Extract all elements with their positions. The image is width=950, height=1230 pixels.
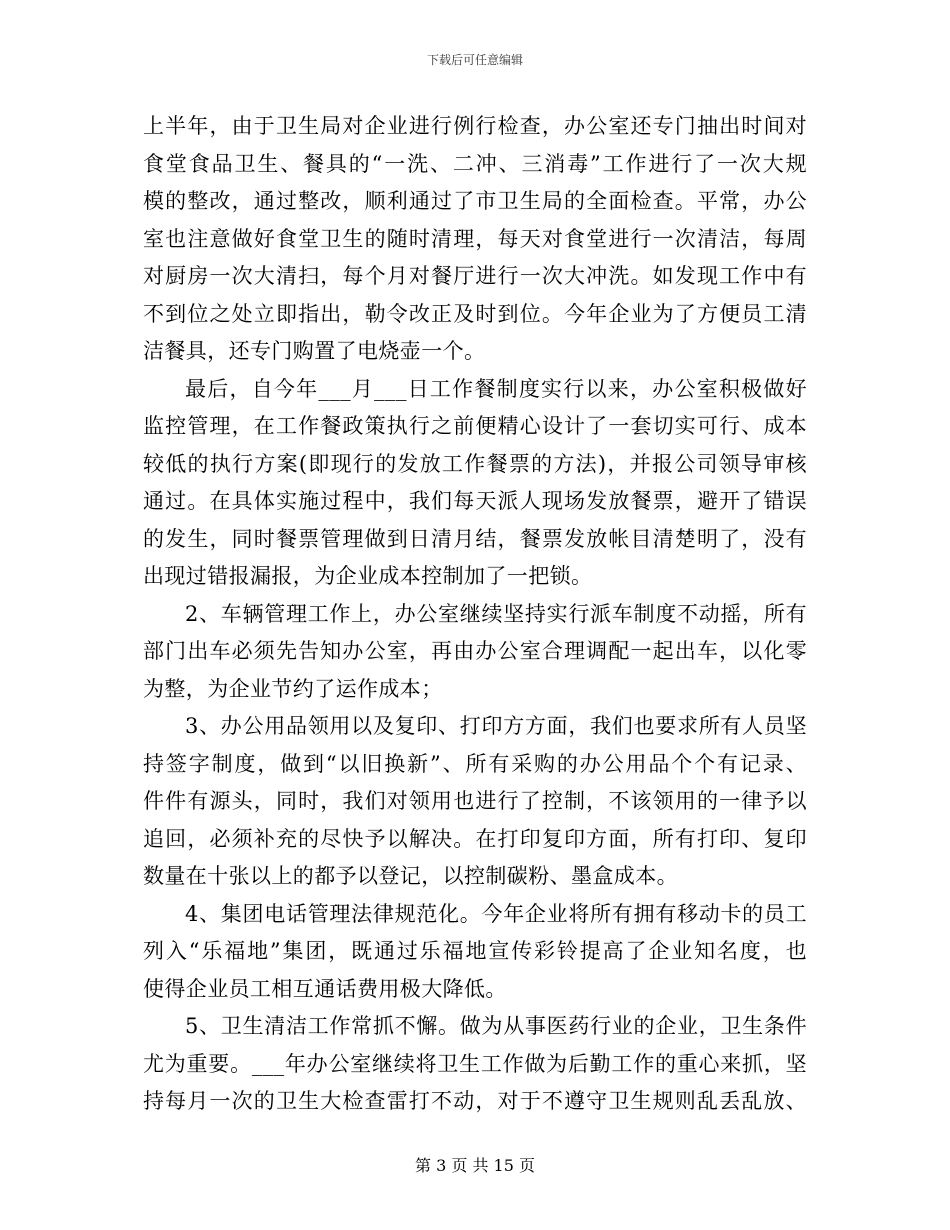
text-line: 使得企业员工相互通话费用极大降低。 xyxy=(143,976,507,1001)
text-line: 不到位之处立即指出，勒令改正及时到位。今年企业为了方便员工清 xyxy=(143,301,807,326)
text-line: 追回，必须补充的尽快予以解决。在打印复印方面，所有打印、复印 xyxy=(143,826,807,851)
text-line: 对厨房一次大清扫，每个月对餐厅进行一次大冲洗。如发现工作中有 xyxy=(143,264,807,288)
text-line: 列入“乐福地”集团，既通过乐福地宣传彩铃提高了企业知名度，也 xyxy=(143,939,807,963)
text-line: 模的整改，通过整改，顺利通过了市卫生局的全面检查。平常，办公 xyxy=(143,189,807,213)
text-line: 持签字制度，做到“以旧换新”、所有采购的办公用品个个有记录、 xyxy=(143,751,807,776)
text-line: 上半年，由于卫生局对企业进行例行检查，办公室还专门抽出时间对 xyxy=(143,114,807,138)
text-line: 持每月一次的卫生大检查雷打不动，对于不遵守卫生规则乱丢乱放、 xyxy=(143,1089,807,1113)
paragraph-start-line: 2、车辆管理工作上，办公室继续坚持实行派车制度不动摇，所有 xyxy=(185,601,807,626)
page-header: 下载后可任意编辑 xyxy=(426,53,523,67)
paragraph-start-line: 最后，自今年___月___日工作餐制度实行以来，办公室积极做好 xyxy=(185,376,807,401)
text-line: 食堂食品卫生、餐具的“一洗、二冲、三消毒”工作进行了一次大规 xyxy=(143,151,807,176)
text-line: 数量在十张以上的都予以登记，以控制碳粉、墨盒成本。 xyxy=(143,864,678,888)
text-line: 件件有源头，同时，我们对领用也进行了控制，不该领用的一律予以 xyxy=(143,789,807,813)
paragraph-start-line: 5、卫生清洁工作常抓不懈。做为从事医药行业的企业，卫生条件 xyxy=(185,1014,807,1038)
text-line: 部门出车必须先告知办公室，再由办公室合理调配一起出车，以化零 xyxy=(143,639,807,663)
text-line: 出现过错报漏报，为企业成本控制加了一把锁。 xyxy=(143,564,593,588)
page-footer: 第 3 页 共 15 页 xyxy=(415,1156,535,1175)
text-line: 洁餐具，还专门购置了电烧壶一个。 xyxy=(143,339,486,363)
document-body xyxy=(143,108,807,1121)
paragraph-start-line: 3、办公用品领用以及复印、打印方方面，我们也要求所有人员坚 xyxy=(185,714,807,738)
text-line: 较低的执行方案(即现行的发放工作餐票的方法)，并报公司领导审核 xyxy=(143,451,807,476)
text-line: 为整，为企业节约了运作成本； xyxy=(143,676,443,701)
text-line: 通过。在具体实施过程中，我们每天派人现场发放餐票，避开了错误 xyxy=(143,489,807,513)
text-line: 的发生，同时餐票管理做到日清月结，餐票发放帐目清楚明了，没有 xyxy=(143,526,807,551)
text-line: 尤为重要。___年办公室继续将卫生工作做为后勤工作的重心来抓，坚 xyxy=(143,1051,807,1076)
paragraph-start-line: 4、集团电话管理法律规范化。今年企业将所有拥有移动卡的员工 xyxy=(185,901,807,926)
text-line: 监控管理，在工作餐政策执行之前便精心设计了一套切实可行、成本 xyxy=(143,414,807,438)
text-line: 室也注意做好食堂卫生的随时清理，每天对食堂进行一次清洁，每周 xyxy=(143,226,807,251)
